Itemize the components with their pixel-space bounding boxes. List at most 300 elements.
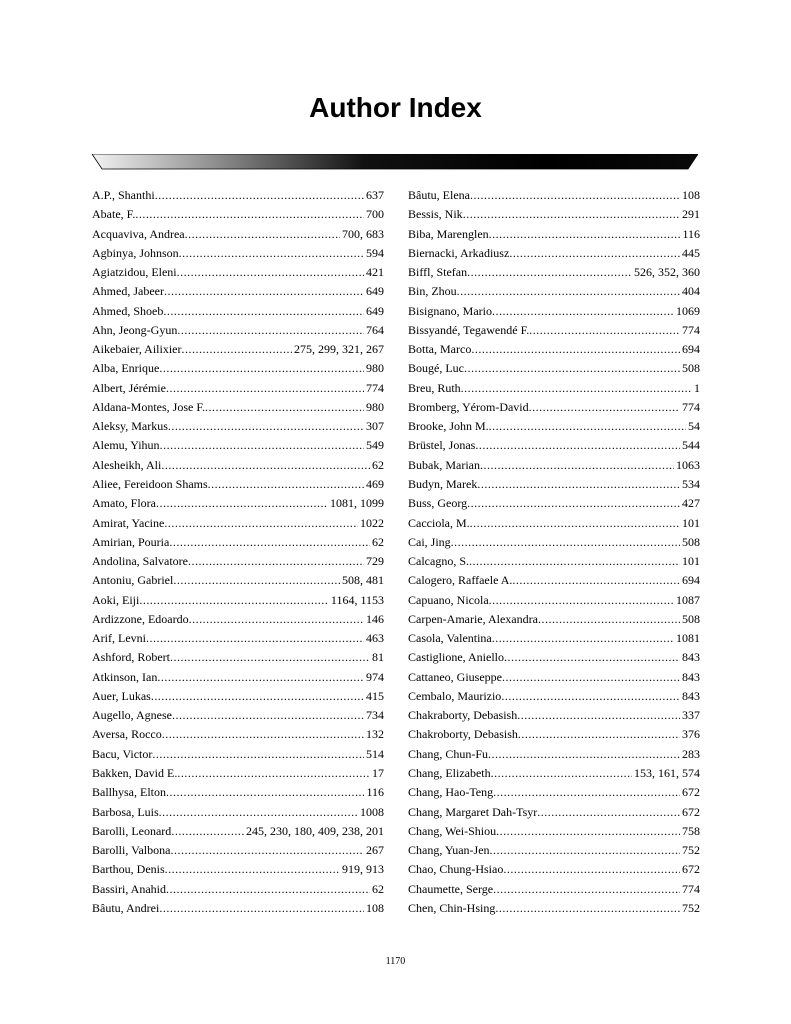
author-name: Alesheikh, Ali bbox=[92, 457, 162, 472]
dot-leader bbox=[177, 263, 364, 282]
author-name: Chang, Yuan-Jen bbox=[408, 843, 490, 858]
page-references: 291 bbox=[682, 207, 700, 222]
dot-leader bbox=[171, 822, 244, 841]
author-name: Chakraborty, Debasish bbox=[408, 708, 518, 723]
page-references: 649 bbox=[366, 284, 384, 299]
dot-leader bbox=[166, 880, 370, 899]
page-references: 1087 bbox=[676, 592, 700, 607]
page-references: 62 bbox=[372, 457, 384, 472]
author-name: Aversa, Rocco bbox=[92, 727, 162, 742]
dot-leader bbox=[177, 321, 364, 340]
index-entry bbox=[408, 340, 700, 359]
page-references: 62 bbox=[372, 881, 384, 896]
page-references: 514 bbox=[366, 746, 384, 761]
index-entry bbox=[408, 302, 700, 321]
dot-leader bbox=[493, 783, 680, 802]
dot-leader bbox=[518, 725, 680, 744]
page-references: 404 bbox=[682, 284, 700, 299]
page-references: 508 bbox=[682, 611, 700, 626]
author-name: Amirian, Pouria bbox=[92, 534, 170, 549]
index-entry bbox=[92, 591, 384, 610]
page-references: 54 bbox=[688, 419, 700, 434]
dot-leader bbox=[205, 398, 364, 417]
index-entry bbox=[92, 340, 384, 359]
author-name: Andolina, Salvatore bbox=[92, 554, 188, 569]
index-entry bbox=[408, 379, 700, 398]
index-entry bbox=[408, 514, 700, 533]
author-name: Cattaneo, Giuseppe bbox=[408, 669, 502, 684]
index-entry bbox=[92, 282, 384, 301]
index-entry bbox=[92, 302, 384, 321]
author-name: Bakken, David E. bbox=[92, 765, 178, 780]
dot-leader bbox=[490, 841, 680, 860]
dot-leader bbox=[491, 764, 632, 783]
author-name: Cembalo, Maurizio bbox=[408, 688, 502, 703]
page-references: 132 bbox=[366, 727, 384, 742]
index-entry bbox=[408, 244, 700, 263]
dot-leader bbox=[517, 706, 680, 725]
index-entry bbox=[92, 244, 384, 263]
page-references: 774 bbox=[682, 322, 700, 337]
index-entry bbox=[92, 880, 384, 899]
author-name: Brooke, John M. bbox=[408, 419, 489, 434]
index-entry bbox=[408, 803, 700, 822]
dot-leader bbox=[464, 359, 680, 378]
author-name: Chang, Elizabeth bbox=[408, 765, 491, 780]
dot-leader bbox=[463, 205, 680, 224]
page-references: 594 bbox=[366, 245, 384, 260]
index-entry bbox=[408, 687, 700, 706]
page-references: 637 bbox=[366, 188, 384, 202]
author-name: Ardizzone, Edoardo bbox=[92, 611, 189, 626]
dot-leader bbox=[166, 379, 364, 398]
index-entry bbox=[408, 398, 700, 417]
index-entry bbox=[408, 745, 700, 764]
author-name: Alba, Enrique bbox=[92, 361, 160, 376]
index-entry bbox=[408, 822, 700, 841]
dot-leader bbox=[170, 648, 370, 667]
author-name: Brüstel, Jonas bbox=[408, 438, 476, 453]
dot-leader bbox=[157, 668, 364, 687]
index-entry bbox=[92, 822, 384, 841]
dot-leader bbox=[502, 668, 680, 687]
author-name: Abate, F. bbox=[92, 207, 136, 222]
index-entry bbox=[408, 456, 700, 475]
page-references: 758 bbox=[682, 823, 700, 838]
author-name: Bougé, Luc bbox=[408, 361, 464, 376]
index-entry bbox=[92, 687, 384, 706]
dot-leader bbox=[173, 571, 340, 590]
index-entry bbox=[92, 225, 384, 244]
page-references: 421 bbox=[366, 265, 384, 280]
author-name: Bubak, Marian bbox=[408, 457, 480, 472]
index-entry bbox=[408, 841, 700, 860]
index-entry bbox=[92, 899, 384, 918]
dot-leader bbox=[161, 456, 370, 475]
author-name: Arif, Levni bbox=[92, 631, 146, 646]
dot-leader bbox=[492, 302, 674, 321]
page-references: 774 bbox=[682, 881, 700, 896]
dot-leader bbox=[151, 687, 364, 706]
page-references: 245, 230, 180, 409, 238, 201 bbox=[246, 823, 384, 838]
page-references: 376 bbox=[682, 727, 700, 742]
page-references: 1081, 1099 bbox=[330, 496, 384, 511]
dot-leader bbox=[489, 417, 686, 436]
author-name: Botta, Marco bbox=[408, 342, 472, 357]
index-entry bbox=[408, 205, 700, 224]
author-name: Agbinya, Johnson bbox=[92, 245, 179, 260]
index-entry bbox=[408, 783, 700, 802]
author-name: Calcagno, S. bbox=[408, 554, 469, 569]
index-entry bbox=[408, 880, 700, 899]
page-references: 415 bbox=[366, 688, 384, 703]
dot-leader bbox=[537, 803, 680, 822]
dot-leader bbox=[152, 745, 364, 764]
author-name: Chao, Chung-Hsiao bbox=[408, 862, 504, 877]
page-references: 774 bbox=[682, 399, 700, 414]
dot-leader bbox=[467, 494, 680, 513]
page-references: 469 bbox=[366, 476, 384, 491]
page-references: 843 bbox=[682, 688, 700, 703]
index-entry bbox=[92, 533, 384, 552]
page-references: 275, 299, 321, 267 bbox=[294, 342, 384, 357]
index-entry bbox=[408, 225, 700, 244]
index-entry bbox=[92, 764, 384, 783]
page-references: 1008 bbox=[360, 804, 384, 819]
index-entry bbox=[92, 456, 384, 475]
author-name: Chang, Chun-Fu bbox=[408, 746, 489, 761]
dot-leader bbox=[160, 436, 364, 455]
index-entry bbox=[408, 725, 700, 744]
page-references: 153, 161, 574 bbox=[634, 765, 700, 780]
dot-leader bbox=[163, 302, 364, 321]
page-references: 108 bbox=[682, 188, 700, 202]
page-references: 1022 bbox=[360, 515, 384, 530]
dot-leader bbox=[489, 225, 681, 244]
author-name: Chen, Chin-Hsing bbox=[408, 900, 496, 915]
index-entry bbox=[92, 668, 384, 687]
dot-leader bbox=[166, 783, 364, 802]
page-references: 62 bbox=[372, 534, 384, 549]
dot-leader bbox=[470, 514, 680, 533]
page-references: 919, 913 bbox=[342, 862, 384, 877]
index-entry bbox=[408, 899, 700, 918]
dot-leader bbox=[489, 591, 674, 610]
author-name: Barolli, Leonard bbox=[92, 823, 172, 838]
dot-leader bbox=[480, 456, 674, 475]
dot-leader bbox=[170, 841, 364, 860]
page-references: 774 bbox=[366, 380, 384, 395]
author-name: Aliee, Fereidoon Shams bbox=[92, 476, 208, 491]
index-entry bbox=[92, 359, 384, 378]
dot-leader bbox=[471, 340, 680, 359]
page-references: 544 bbox=[682, 438, 700, 453]
index-entry bbox=[408, 533, 700, 552]
author-name: Ballhysa, Elton bbox=[92, 785, 166, 800]
page-references: 337 bbox=[682, 708, 700, 723]
author-name: Bisignano, Mario bbox=[408, 303, 492, 318]
author-name: Agiatzidou, Eleni bbox=[92, 265, 177, 280]
author-name: Ahmed, Shoeb bbox=[92, 303, 164, 318]
author-name: Aldana-Montes, Jose F. bbox=[92, 399, 206, 414]
page-references: 1164, 1153 bbox=[330, 592, 384, 607]
author-name: Capuano, Nicola bbox=[408, 592, 489, 607]
page-references: 649 bbox=[366, 303, 384, 318]
dot-leader bbox=[512, 571, 680, 590]
page-references: 508 bbox=[682, 361, 700, 376]
index-entry bbox=[408, 417, 700, 436]
index-entry bbox=[408, 706, 700, 725]
author-name: Chakroborty, Debasish bbox=[408, 727, 518, 742]
dot-leader bbox=[451, 533, 680, 552]
author-name: Castiglione, Aniello bbox=[408, 650, 504, 665]
author-name: Albert, Jérémie bbox=[92, 380, 166, 395]
author-name: Calogero, Raffaele A. bbox=[408, 573, 513, 588]
author-name: Chaumette, Serge bbox=[408, 881, 494, 896]
page-references: 843 bbox=[682, 650, 700, 665]
dot-leader bbox=[470, 186, 680, 205]
dot-leader bbox=[159, 803, 358, 822]
dot-leader bbox=[467, 263, 632, 282]
author-name: A.P., Shanthi bbox=[92, 188, 155, 202]
index-entry bbox=[408, 764, 700, 783]
index-entry bbox=[92, 725, 384, 744]
author-name: Chang, Wei-Shiou bbox=[408, 823, 497, 838]
dot-leader bbox=[538, 610, 680, 629]
author-name: Aikebaier, Ailixier bbox=[92, 342, 182, 357]
dot-leader bbox=[496, 822, 680, 841]
page-references: 1063 bbox=[676, 457, 700, 472]
dot-leader bbox=[155, 186, 364, 205]
page-references: 980 bbox=[366, 399, 384, 414]
dot-leader bbox=[495, 899, 680, 918]
page-references: 445 bbox=[682, 245, 700, 260]
page-references: 267 bbox=[366, 843, 384, 858]
dot-leader bbox=[159, 899, 364, 918]
dot-leader bbox=[208, 475, 364, 494]
page-references: 108 bbox=[366, 900, 384, 915]
dot-leader bbox=[177, 764, 370, 783]
author-name: Barbosa, Luis bbox=[92, 804, 159, 819]
author-name: Bacu, Victor bbox=[92, 746, 153, 761]
dot-leader bbox=[488, 745, 680, 764]
index-column-left bbox=[92, 186, 384, 918]
dot-leader bbox=[165, 860, 340, 879]
page-references: 843 bbox=[682, 669, 700, 684]
index-entry bbox=[92, 629, 384, 648]
page-references: 101 bbox=[682, 554, 700, 569]
index-entry bbox=[92, 860, 384, 879]
page-references: 116 bbox=[682, 226, 700, 241]
dot-leader bbox=[168, 417, 364, 436]
index-entry bbox=[408, 436, 700, 455]
author-name: Bâutu, Andrei bbox=[92, 900, 160, 915]
author-name: Aleksy, Markus bbox=[92, 419, 168, 434]
index-entry bbox=[92, 475, 384, 494]
dot-leader bbox=[179, 244, 364, 263]
page-references: 752 bbox=[682, 900, 700, 915]
dot-leader bbox=[182, 340, 293, 359]
page-references: 700 bbox=[366, 207, 384, 222]
dot-leader bbox=[475, 436, 680, 455]
page-references: 508 bbox=[682, 534, 700, 549]
page-number: 1170 bbox=[385, 956, 406, 967]
page-title: Author Index bbox=[309, 92, 482, 123]
dot-leader bbox=[492, 629, 674, 648]
index-entry bbox=[408, 552, 700, 571]
page-references: 752 bbox=[682, 843, 700, 858]
index-column-right bbox=[408, 186, 700, 918]
author-name: Biernacki, Arkadiusz bbox=[408, 245, 510, 260]
page-references: 974 bbox=[366, 669, 384, 684]
page-references: 307 bbox=[366, 419, 384, 434]
author-name: Casola, Valentina bbox=[408, 631, 492, 646]
page-references: 1 bbox=[694, 380, 700, 395]
page-references: 764 bbox=[366, 322, 384, 337]
index-entry bbox=[92, 610, 384, 629]
dot-leader bbox=[185, 225, 340, 244]
dot-leader bbox=[461, 379, 692, 398]
author-name: Breu, Ruth bbox=[408, 380, 461, 395]
dot-leader bbox=[164, 514, 358, 533]
index-entry bbox=[408, 571, 700, 590]
index-entry bbox=[408, 186, 700, 205]
page-references: 694 bbox=[682, 342, 700, 357]
index-entry bbox=[92, 436, 384, 455]
dot-leader bbox=[189, 610, 364, 629]
page-references: 694 bbox=[682, 573, 700, 588]
index-entry bbox=[408, 263, 700, 282]
page-references: 1081 bbox=[676, 631, 700, 646]
author-name: Ahmed, Jabeer bbox=[92, 284, 164, 299]
index-entry bbox=[408, 321, 700, 340]
page-references: 101 bbox=[682, 515, 700, 530]
dot-leader bbox=[146, 629, 364, 648]
index-entry bbox=[92, 514, 384, 533]
index-entry bbox=[408, 668, 700, 687]
dot-leader bbox=[169, 533, 370, 552]
index-entry bbox=[408, 494, 700, 513]
page-references: 146 bbox=[366, 611, 384, 626]
index-entry bbox=[408, 591, 700, 610]
dot-leader bbox=[503, 860, 680, 879]
page-references: 549 bbox=[366, 438, 384, 453]
index-entry bbox=[92, 745, 384, 764]
index-entry bbox=[92, 648, 384, 667]
page-references: 734 bbox=[366, 708, 384, 723]
page-references: 980 bbox=[366, 361, 384, 376]
author-name: Biba, Marenglen bbox=[408, 226, 489, 241]
index-entry bbox=[92, 494, 384, 513]
page-references: 427 bbox=[682, 496, 700, 511]
author-name: Acquaviva, Andrea bbox=[92, 226, 185, 241]
dot-leader bbox=[159, 359, 364, 378]
index-entry bbox=[408, 610, 700, 629]
page-references: 672 bbox=[682, 862, 700, 877]
page-references: 81 bbox=[372, 650, 384, 665]
author-name: Cacciola, M. bbox=[408, 515, 470, 530]
dot-leader bbox=[139, 591, 329, 610]
index-entry bbox=[92, 803, 384, 822]
author-name: Biffl, Stefan bbox=[408, 265, 468, 280]
page-references: 672 bbox=[682, 785, 700, 800]
dot-leader bbox=[529, 398, 680, 417]
index-entry bbox=[408, 860, 700, 879]
page-references: 463 bbox=[366, 631, 384, 646]
author-name: Barthou, Denis bbox=[92, 862, 165, 877]
page-references: 1069 bbox=[676, 303, 700, 318]
page-references: 283 bbox=[682, 746, 700, 761]
page-references: 729 bbox=[366, 554, 384, 569]
author-name: Augello, Agnese bbox=[92, 708, 172, 723]
page-references: 508, 481 bbox=[342, 573, 384, 588]
index-entry bbox=[408, 282, 700, 301]
dot-leader bbox=[509, 244, 680, 263]
dot-leader bbox=[164, 282, 364, 301]
index-entry bbox=[408, 629, 700, 648]
page-references: 116 bbox=[366, 785, 384, 800]
author-name: Buss, Georg bbox=[408, 496, 468, 511]
index-entry bbox=[92, 379, 384, 398]
index-entry bbox=[92, 263, 384, 282]
author-name: Barolli, Valbona bbox=[92, 843, 171, 858]
index-entry bbox=[408, 475, 700, 494]
author-name: Amirat, Yacine bbox=[92, 515, 165, 530]
dot-leader bbox=[477, 475, 680, 494]
page-references: 534 bbox=[682, 476, 700, 491]
author-name: Antoniu, Gabriel bbox=[92, 573, 174, 588]
author-name: Chang, Hao-Teng bbox=[408, 785, 494, 800]
author-name: Bessis, Nik bbox=[408, 207, 463, 222]
index-entry bbox=[408, 359, 700, 378]
page-references: 17 bbox=[372, 765, 384, 780]
index-entry bbox=[408, 648, 700, 667]
index-entry bbox=[92, 321, 384, 340]
author-name: Alemu, Yihun bbox=[92, 438, 160, 453]
author-name: Budyn, Marek bbox=[408, 476, 478, 491]
author-name: Bassiri, Anahid bbox=[92, 881, 166, 896]
author-name: Ashford, Robert bbox=[92, 650, 170, 665]
dot-leader bbox=[156, 494, 328, 513]
page-references: 526, 352, 360 bbox=[634, 265, 700, 280]
index-entry bbox=[92, 783, 384, 802]
dot-leader bbox=[457, 282, 680, 301]
dot-leader bbox=[135, 205, 364, 224]
title-banner-rule bbox=[92, 154, 698, 170]
index-entry bbox=[92, 706, 384, 725]
index-entry bbox=[92, 417, 384, 436]
dot-leader bbox=[469, 552, 680, 571]
dot-leader bbox=[501, 687, 680, 706]
index-entry bbox=[92, 841, 384, 860]
author-name: Bin, Zhou bbox=[408, 284, 457, 299]
author-name: Aoki, Eiji bbox=[92, 592, 140, 607]
author-name: Auer, Lukas bbox=[92, 688, 151, 703]
author-name: Bissyandé, Tegawendé F. bbox=[408, 322, 530, 337]
author-name: Carpen-Amarie, Alexandra bbox=[408, 611, 538, 626]
index-entry bbox=[92, 571, 384, 590]
index-entry bbox=[92, 398, 384, 417]
page-references: 672 bbox=[682, 804, 700, 819]
author-name: Atkinson, Ian bbox=[92, 669, 158, 684]
page-references: 700, 683 bbox=[342, 226, 384, 241]
author-name: Cai, Jing bbox=[408, 534, 451, 549]
index-entry bbox=[92, 205, 384, 224]
author-name: Bromberg, Yérom-David bbox=[408, 399, 529, 414]
author-name: Amato, Flora bbox=[92, 496, 156, 511]
dot-leader bbox=[172, 706, 364, 725]
author-name: Bâutu, Elena bbox=[408, 188, 470, 202]
